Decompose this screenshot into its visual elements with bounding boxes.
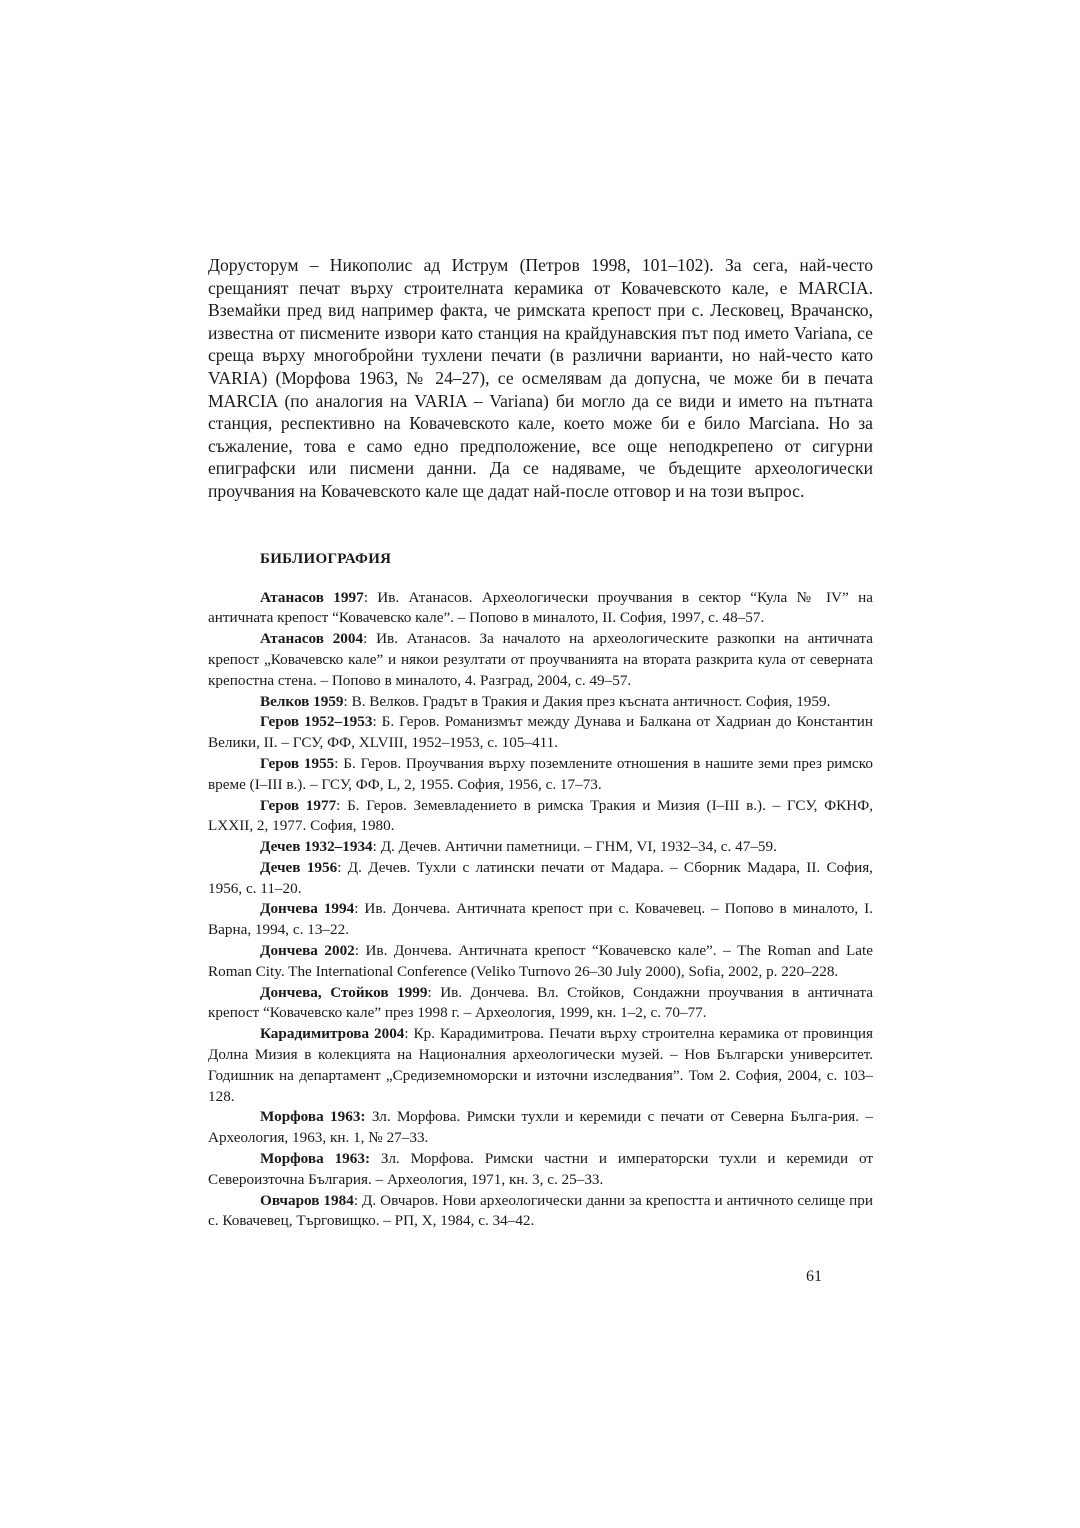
entry-separator: : [337,858,348,876]
bibliography-heading: БИБЛИОГРАФИЯ [260,550,392,567]
entry-key: Овчаров 1984 [260,1191,354,1209]
entry-key: Карадимитрова 2004 [260,1025,405,1043]
entry-separator: : [353,1191,363,1209]
entry-key: Геров 1952–1953 [260,713,373,731]
bibliography-entry [208,837,873,858]
bibliography-entry [208,983,873,1025]
entry-separator: : [354,900,365,918]
entry-text: Д. Овчаров. Нови археологически данни за крепостта и античното селище при с. Ковачевец, Търговищко. – РП, X, 1984, с. 34–42. [208,1191,873,1230]
bibliography-entry [208,588,873,630]
entry-key: Велков 1959 [260,692,344,710]
entry-key: Атанасов 2004 [260,630,364,648]
entry-separator: : [363,588,378,606]
bibliography-entry [208,1149,873,1191]
bibliography-entry [208,1024,873,1107]
bibliography-entry [208,754,873,796]
entry-key: Дончева 2002 [260,942,355,960]
entry-key: Морфова 1963: [260,1108,366,1126]
entry-text: Д. Дечев. Тухли с латински печати от Мадара. – Сборник Мадара, II. София, 1956, с. 11–20. [208,858,873,897]
entry-separator [370,1150,381,1167]
entry-key: Атанасов 1997 [260,588,364,606]
entry-text: Кр. Карадимитрова. Печати върху строителна керамика от провинция Долна Мизия в колекцията на Националния археологически музей. – Нов Български университет. Годишник на департамент „Средиземноморски и източни изследвания”. Том 2. София, 2004, с. 103–128. [208,1025,873,1105]
entry-text: Ив. Атанасов. За началото на археологическите разкопки на античната крепост „Ковачевско кале” и някои резултати от проучванията на втората разкрита кула от северната крепостна стена. – Попово в миналото, 4. Разград, 2004, с. 49–57. [208,630,873,689]
entry-key: Дечев 1956 [260,858,338,876]
bibliography-entry [208,629,873,691]
entry-key: Геров 1955 [260,754,335,772]
entry-separator: : [336,796,348,814]
bibliography-entry [208,941,873,983]
bibliography-entry [208,858,873,900]
entry-text: В. Велков. Градът в Тракия и Дакия през късната античност. София, 1959. [351,692,831,710]
entry-separator: : [334,754,344,772]
entry-key: Дечев 1932–1934 [260,838,373,856]
entry-key: Дончева 1994 [260,900,355,918]
entry-key: Геров 1977 [260,796,337,814]
entry-separator: : [363,630,377,648]
bibliography-entry [208,692,873,713]
body-paragraph: Дорусторум – Никополис ад Иструм (Петров 1998, 101–102). За сега, най-често срещаният печат върху строителната керамика от Ковачевското кале, е MARCIA. Вземайки пред вид например факта, че римската крепост при с. Лесковец, Врачанско, известна от писмените извори като станция на крайдунавския път под името Variana, се среща върху многобройни тухлени печати (в различни варианти, но най-често като VARIA) (Морфова 1963, № 24–27), се осмелявам да допусна, че може би в печата MARCIA (по аналогия на VARIA – Variana) би могло да се види и името на пътната станция, респективно на Ковачевското кале, което може би е било Marciana. Но за съжаление, това е само едно предположение, все още неподкрепено от сигурни епиграфски или писмени данни. Да се надяваме, че бъдещите археологически проучвания на Ковачевското кале ще дадат най-после отговор и на този въпрос. [208,255,873,501]
entry-separator: : [427,983,441,1001]
bibliography-entry [208,712,873,754]
entry-separator: : [372,713,382,731]
bibliography-entry [208,796,873,838]
page-content [208,254,873,1232]
entry-text: Зл. Морфова. Римски тухли и керемиди с печати от Северна Бълга-рия. – Археология, 1963, кн. 1, № 27–33. [208,1108,873,1147]
bibliography-entry [208,1107,873,1149]
entry-text: Ив. Дончева. Вл. Стойков, Сондажни проучвания в античната крепост “Ковачевско кале” през 1998 г. – Археология, 1999, кн. 1–2, с. 70–77. [208,983,873,1022]
entry-text: Б. Геров. Романизмът между Дунава и Балкана от Хадриан до Константин Велики, II. – ГСУ, ФФ, XLVIII, 1952–1953, с. 105–411. [208,713,873,752]
entry-text: Д. Дечев. Антични паметници. – ГНМ, VI, 1932–34, с. 47–59. [380,838,777,856]
entry-text: Ив. Дончева. Античната крепост “Ковачевско кале”. – The Roman and Late Roman City. The International Conference (Veliko Turnovo 26–30 July 2000), Sofia, 2002, p. 220–228. [208,942,873,980]
entry-key: Морфова 1963: [260,1150,371,1168]
bibliography-entry [208,1191,873,1233]
entry-separator: : [372,838,381,856]
entry-separator: : [343,692,352,710]
entry-key: Дончева, Стойков 1999 [260,983,428,1001]
bibliography-list [208,588,873,1233]
entry-text: Б. Геров. Земевладението в римска Тракия и Мизия (I–III в.). – ГСУ, ФКНФ, LXXII, 2, 1977. София, 1980. [208,796,873,835]
bibliography-entry [208,899,873,941]
entry-separator: : [404,1025,414,1043]
page-number: 61 [806,1268,822,1285]
entry-text: Зл. Морфова. Римски частни и императорски тухли и керемиди от Североизточна България. – Археология, 1971, кн. 3, с. 25–33. [208,1150,873,1188]
entry-separator: : [354,942,366,960]
entry-text: Ив. Дончева. Античната крепост при с. Ковачевец. – Попово в миналото, I. Варна, 1994, с. 13–22. [208,900,873,939]
entry-text: Б. Геров. Проучвания върху поземлените отношения в нашите земи през римско време (I–III в.). – ГСУ, ФФ, L, 2, 1955. София, 1956, с. 17–73. [208,754,873,793]
entry-text: Ив. Атанасов. Археологически проучвания в сектор “Кула № IV” на античната крепост “Ковачевско кале”. – Попово в миналото, II. София, 1997, с. 48–57. [208,588,873,627]
